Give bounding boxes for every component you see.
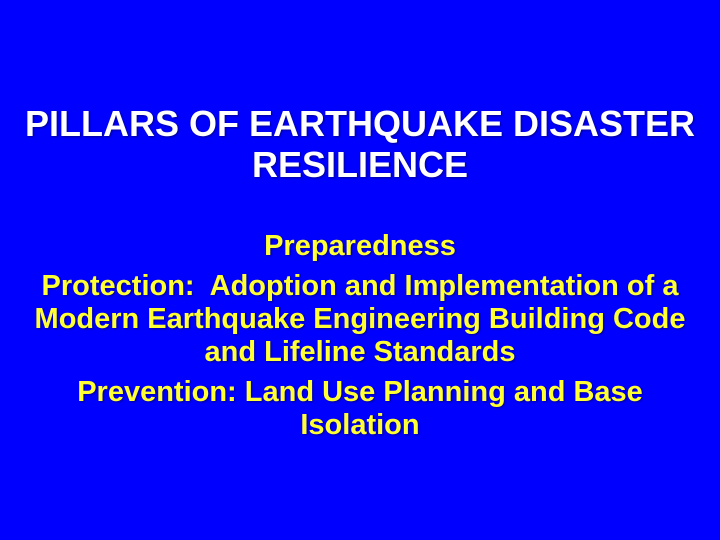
slide-body (30, 230, 694, 449)
bullet-preparedness: Preparedness (264, 230, 456, 262)
slide-title: PILLARS OF EARTHQUAKE DISASTER RESILIENCE (24, 103, 696, 185)
bullet-prevention: Prevention: Land Use Planning and Base Isolation (77, 376, 651, 441)
bullet-protection: Protection: Adoption and Implementation of a Modern Earthquake Engineering Building Code and Lifeline Standards (34, 270, 694, 368)
